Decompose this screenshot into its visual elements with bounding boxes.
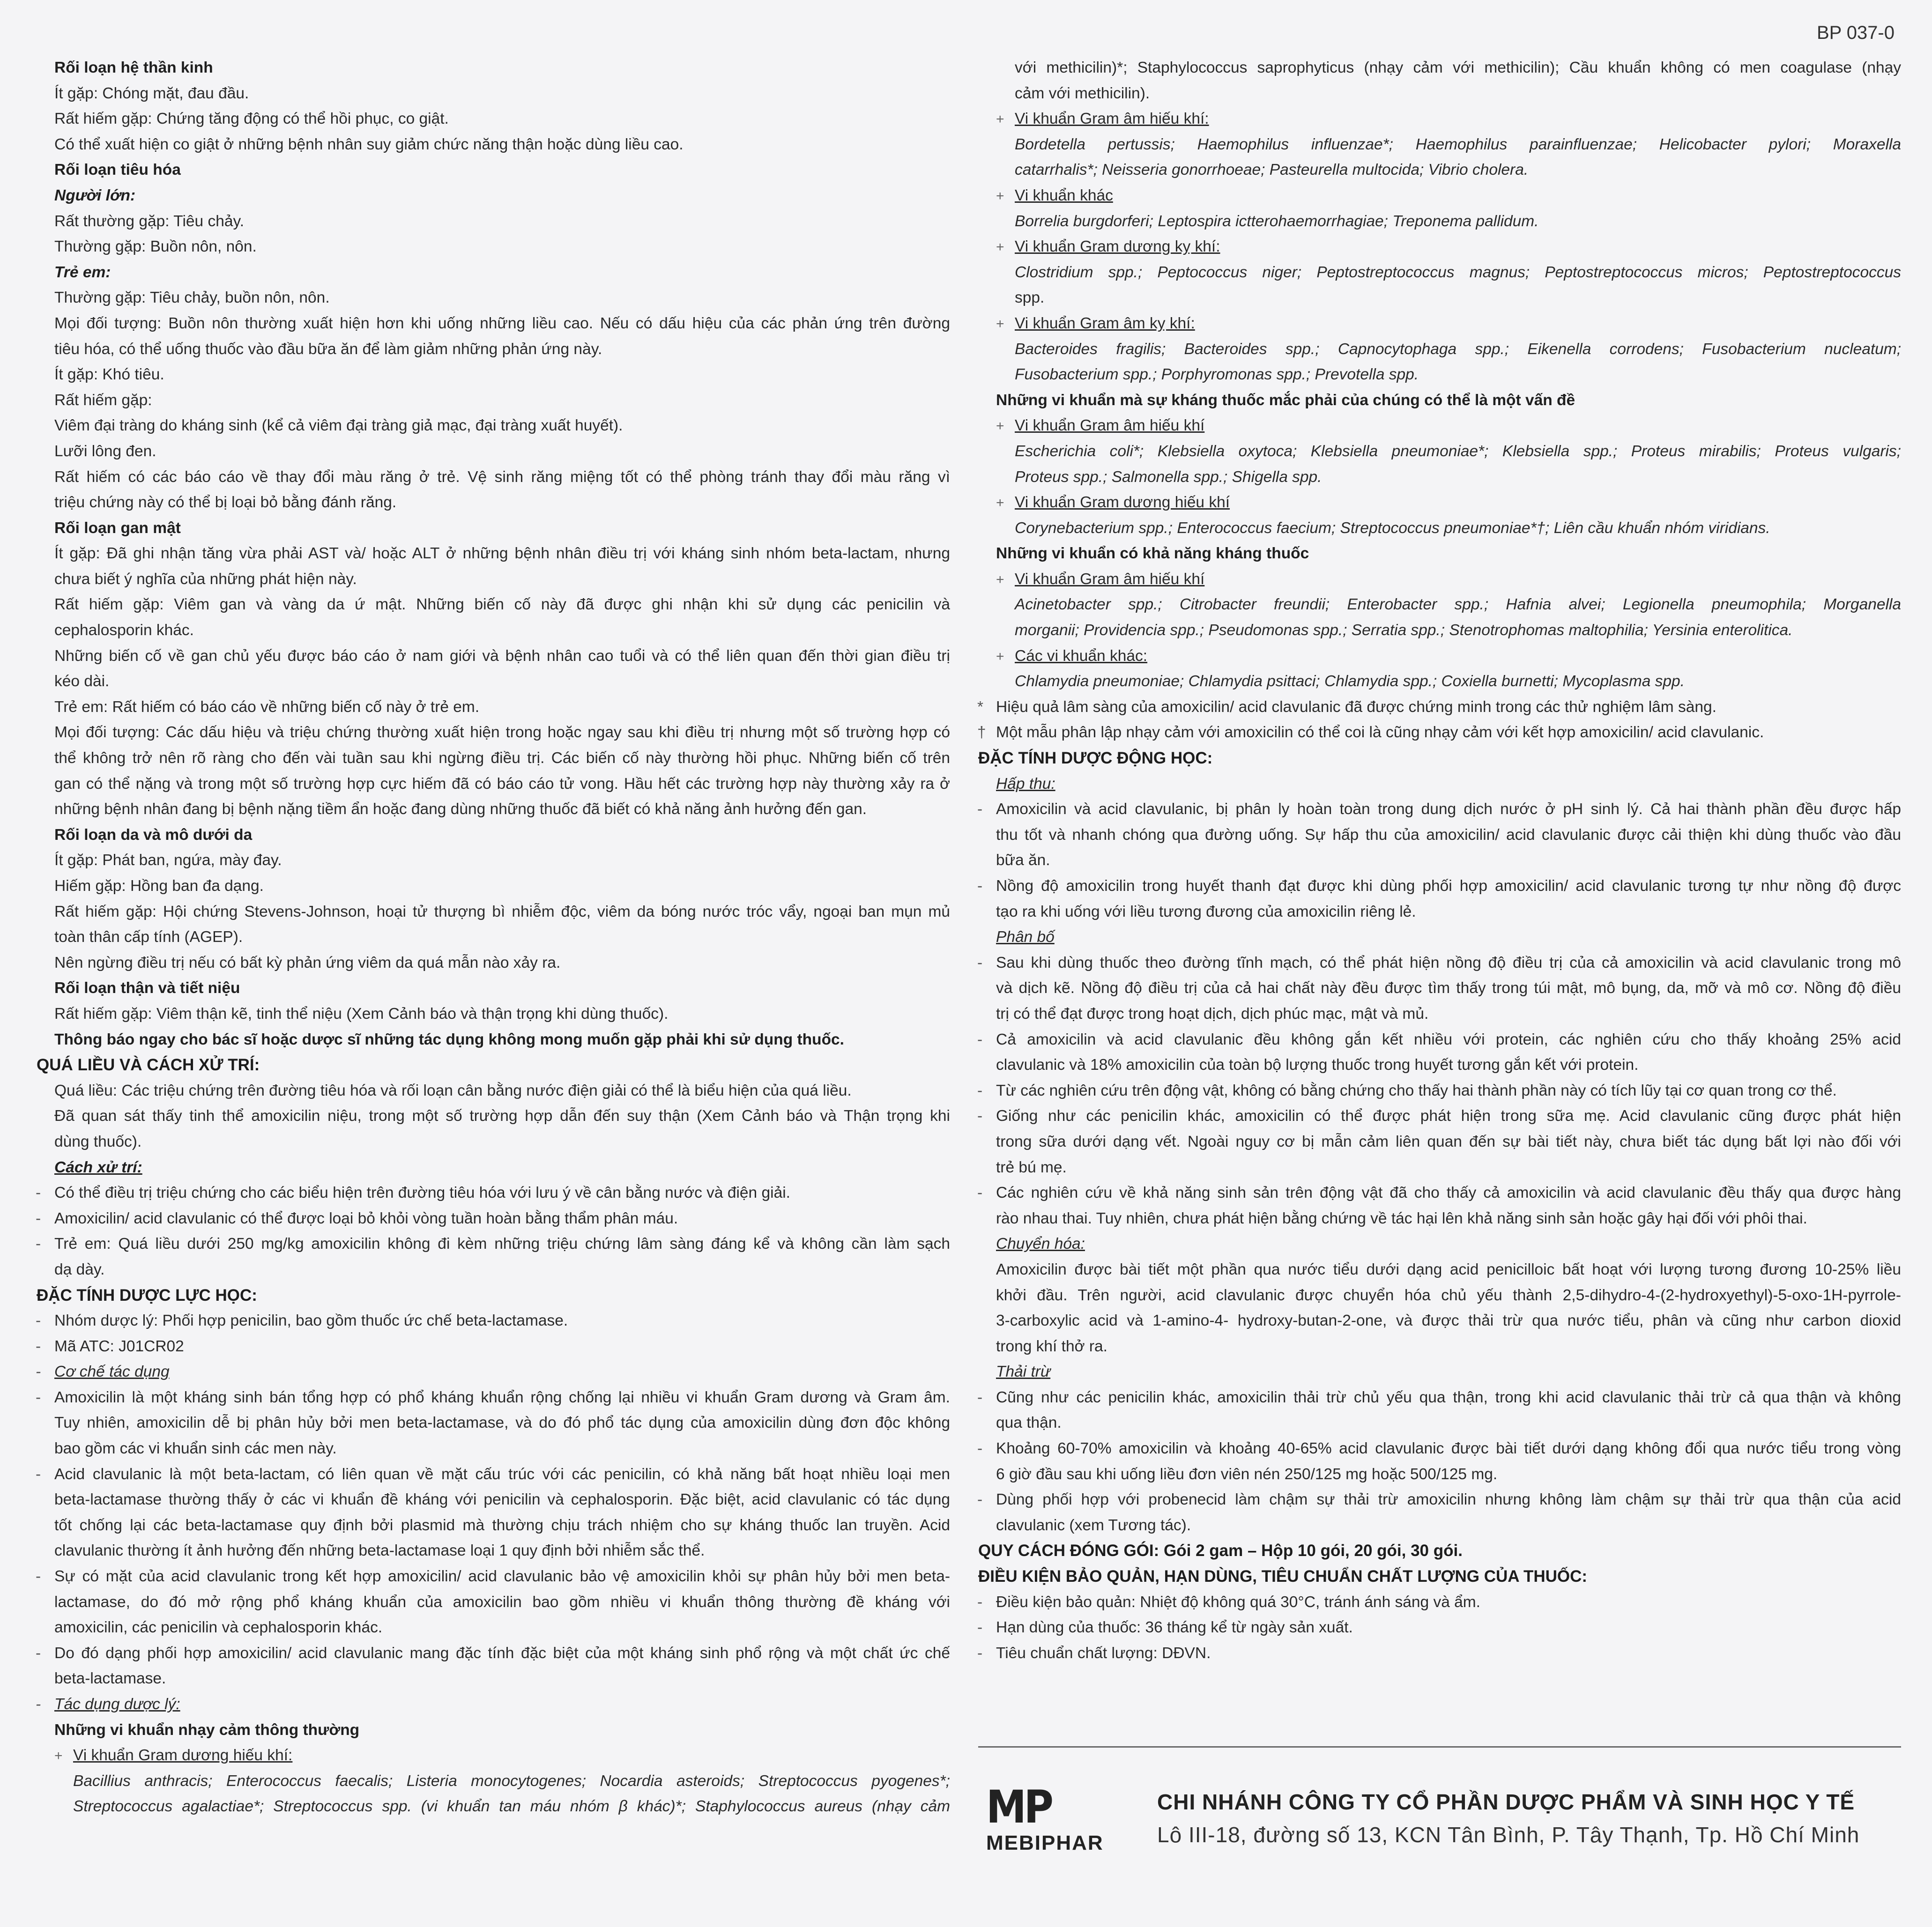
text-line: - Sau khi dùng thuốc theo đường tĩnh mạch, có thể phát hiện nồng độ điều trị của cả amoxicilin và acid clavulanic trong mô	[977, 954, 1901, 971]
left-column	[37, 55, 950, 1820]
text-line: + Vi khuẩn khác	[996, 186, 1113, 204]
text-line: - Amoxicilin và acid clavulanic, bị phân ly hoàn toàn trong dung dịch nước ở pH sinh lý. Cả hai thành phần đều được hấp	[977, 800, 1901, 818]
text-line: Trẻ em: Rất hiếm có báo cáo về những biến cố này ở trẻ em.	[54, 698, 480, 716]
text-line: Ít gặp: Khó tiêu.	[54, 366, 164, 384]
text-line: Chlamydia pneumoniae; Chlamydia psittaci; Chlamydia spp.; Coxiella burnetti; Mycoplasma spp.	[1015, 673, 1685, 690]
text-line: + Vi khuẩn Gram dương hiếu khí:	[54, 1747, 293, 1764]
text-line: Rối loạn thận và tiết niệu	[54, 979, 240, 997]
text-line: Ít gặp: Đã ghi nhận tăng vừa phải AST và/ hoặc ALT ở những bệnh nhân điều trị với kháng sinh nhóm beta-lactam, nhưng	[54, 545, 950, 563]
text-line: - Nồng độ amoxicilin trong huyết thanh đạt được khi dùng phối hợp amoxicilin/ acid clavulanic tương tự như nồng độ được	[977, 877, 1901, 895]
text-line: Có thể xuất hiện co giật ở những bệnh nhân suy giảm chức năng thận hoặc dùng liều cao.	[54, 135, 684, 153]
text-line: + Vi khuẩn Gram âm hiếu khí	[996, 417, 1205, 435]
text-line: Bacillius anthracis; Enterococcus faecalis; Listeria monocytogenes; Nocardia asteroids; Streptococcus pyogenes*;	[73, 1772, 950, 1790]
text-line: Nên ngừng điều trị nếu có bất kỳ phản ứng viêm da quá mẫn nào xảy ra.	[54, 954, 561, 971]
text-line: Rối loạn gan mật	[54, 519, 181, 537]
text-line: + Vi khuẩn Gram dương hiếu khí	[996, 494, 1230, 511]
text-line: Clostridium spp.; Peptococcus niger; Peptostreptococcus magnus; Peptostreptococcus micros; Peptostreptococcus	[1015, 263, 1901, 281]
text-line: + Vi khuẩn Gram âm kỵ khí:	[996, 314, 1195, 332]
text-line: catarrhalis*; Neisseria gonorrhoeae; Pasteurella multocida; Vibrio cholera.	[1015, 161, 1529, 179]
text-line: - Sự có mặt của acid clavulanic trong kết hợp amoxicilin/ acid clavulanic bảo vệ amoxicilin khỏi sự phân hủy bởi men beta-	[36, 1568, 950, 1586]
text-line: Những biến cố về gan chủ yếu được báo cáo ở nam giới và bệnh nhân cao tuổi và có thể liên quan đến thời gian điều trị	[54, 647, 950, 665]
text-line: - Amoxicilin là một kháng sinh bán tổng hợp có phổ kháng khuẩn rộng chống lại nhiều vi khuẩn Gram dương và Gram âm.	[36, 1388, 950, 1406]
text-line: Những vi khuẩn mà sự kháng thuốc mắc phải của chúng có thể là một vấn đề	[996, 391, 1575, 409]
text-line: clavulanic (xem Tương tác).	[996, 1516, 1191, 1534]
text-line: Quá liều: Các triệu chứng trên đường tiêu hóa và rối loạn cân bằng nước điện giải có thể là biểu hiện của quá liều.	[54, 1082, 852, 1099]
text-line: + Các vi khuẩn khác:	[996, 647, 1148, 665]
text-line: toàn thân cấp tính (AGEP).	[54, 928, 243, 946]
text-line: Phân bố	[996, 928, 1055, 946]
text-line: amoxicilin, các penicilin và cephalosporin khác.	[54, 1619, 383, 1637]
text-line: - Dùng phối hợp với probenecid làm chậm sự thải trừ amoxicilin nhưng không làm chậm sự thải trừ qua thận của acid	[977, 1491, 1901, 1509]
text-line: Escherichia coli*; Klebsiella oxytoca; Klebsiella pneumoniae*; Klebsiella spp.; Proteus mirabilis; Proteus vulgaris;	[1015, 442, 1901, 460]
text-line: và dịch kẽ. Nồng độ điều trị của cả hai chất này đều được tìm thấy trong túi mật, mô bụng, da, mỡ và mô cơ. Nồng độ điều	[996, 979, 1901, 997]
text-line: - Acid clavulanic là một beta-lactam, có liên quan về mặt cấu trúc với các penicilin, có khả năng bất hoạt nhiều loại men	[36, 1465, 950, 1483]
footer-divider	[978, 1746, 1901, 1748]
text-line: - Khoảng 60-70% amoxicilin và khoảng 40-65% acid clavulanic được bài tiết dưới dạng không đổi qua nước tiểu trong vòng	[977, 1440, 1901, 1458]
text-line: - Tiêu chuẩn chất lượng: DĐVN.	[977, 1644, 1211, 1662]
text-line: bao gồm các vi khuẩn sinh các men này.	[54, 1440, 337, 1458]
company-address: Lô III-18, đường số 13, KCN Tân Bình, P. Tây Thạnh, Tp. Hồ Chí Minh	[1157, 1823, 1860, 1847]
text-line: trẻ bú mẹ.	[996, 1158, 1067, 1176]
text-line: + Vi khuẩn Gram dương kỵ khí:	[996, 238, 1220, 256]
text-line: khởi đầu. Trên người, acid clavulanic được chuyển hóa chủ yếu thành 2,5-dihydro-4-(2-hydroxyethyl)-5-oxo-1H-pyrrole-	[996, 1286, 1901, 1304]
text-line: rào nhau thai. Tuy nhiên, chưa phát hiện bằng chứng về tác hại lên khả năng sinh sản hoặc gây hại đối với phôi thai.	[996, 1209, 1807, 1227]
text-line: - Giống như các penicilin khác, amoxicilin có thể được phát hiện trong sữa mẹ. Acid clavulanic cũng được phát hiện	[977, 1107, 1901, 1125]
text-line: những bệnh nhân đang bị bệnh nặng tiềm ẩn hoặc đang dùng những thuốc đã biết có khả năng ảnh hưởng đến gan.	[54, 800, 867, 818]
text-line: Tuy nhiên, amoxicilin dễ bị phân hủy bởi men beta-lactamase, và do đó phổ tác dụng của amoxicilin dùng đơn độc không	[54, 1414, 950, 1432]
company-name: CHI NHÁNH CÔNG TY CỔ PHẦN DƯỢC PHẨM VÀ SINH HỌC Y TẾ	[1157, 1790, 1855, 1814]
text-line: Thường gặp: Buồn nôn, nôn.	[54, 238, 257, 256]
text-line: - Tác dụng dược lý:	[36, 1696, 180, 1713]
text-line: Rất hiếm gặp:	[54, 391, 152, 409]
text-line: tiêu hóa, có thể uống thuốc vào đầu bữa ăn để làm giảm những phản ứng này.	[54, 340, 602, 358]
text-line: với methicilin)*; Staphylococcus saprophyticus (nhạy cảm với methicilin); Cầu khuẩn không có men coagulase (nhạy	[1015, 59, 1901, 76]
text-line: dùng thuốc).	[54, 1133, 142, 1150]
text-line: - Amoxicilin/ acid clavulanic có thể được loại bỏ khỏi vòng tuần hoàn bằng thẩm phân máu.	[36, 1209, 678, 1227]
text-line: Rất hiếm có các báo cáo về thay đổi màu răng ở trẻ. Vệ sinh răng miệng tốt có thể phòng tránh thay đổi màu răng vì	[54, 468, 950, 486]
text-line: kéo dài.	[54, 673, 110, 690]
text-line: - Cũng như các penicilin khác, amoxicilin thải trừ chủ yếu qua thận, trong khi acid clavulanic thải trừ cả qua thận và không	[977, 1388, 1901, 1406]
text-line: Thông báo ngay cho bác sĩ hoặc dược sĩ những tác dụng không mong muốn gặp phải khi sử dụng thuốc.	[54, 1030, 844, 1048]
text-line: Hấp thu:	[996, 775, 1055, 793]
text-line: Proteus spp.; Salmonella spp.; Shigella spp.	[1015, 468, 1322, 486]
text-line: + Vi khuẩn Gram âm hiếu khí:	[996, 110, 1209, 128]
text-line: - Nhóm dược lý: Phối hợp penicilin, bao gồm thuốc ức chế beta-lactamase.	[36, 1312, 568, 1330]
text-line: ĐẶC TÍNH DƯỢC LỰC HỌC:	[37, 1286, 257, 1304]
text-line: Rối loạn da và mô dưới da	[54, 826, 253, 844]
text-line: - Trẻ em: Quá liều dưới 250 mg/kg amoxicilin không đi kèm những triệu chứng lâm sàng đáng kể và không cần làm sạch	[36, 1235, 950, 1253]
text-line: QUÁ LIỀU VÀ CÁCH XỬ TRÍ:	[37, 1056, 260, 1075]
text-line: - Hạn dùng của thuốc: 36 tháng kể từ ngày sản xuất.	[977, 1619, 1353, 1637]
text-line: Fusobacterium spp.; Porphyromonas spp.; Prevotella spp.	[1015, 366, 1419, 384]
text-line: Viêm đại tràng do kháng sinh (kể cả viêm đại tràng giả mạc, đại tràng xuất huyết).	[54, 417, 623, 435]
text-line: tốt chống lại các beta-lactamase quy định bởi plasmid mà thường chịu trách nhiệm cho sự kháng thuốc lan truyền. Acid	[54, 1516, 950, 1534]
text-line: spp.	[1015, 289, 1045, 307]
text-line: Cách xử trí:	[54, 1158, 142, 1176]
right-column	[978, 55, 1901, 1666]
text-line: gan có thể nặng và trong một số trường hợp cực hiếm đã có báo cáo tử vong. Hầu hết các trường hợp này thường xảy ra ở	[54, 775, 950, 793]
text-line: * Hiệu quả lâm sàng của amoxicilin/ acid clavulanic đã được chứng minh trong các thử nghiệm lâm sàng.	[977, 698, 1717, 716]
text-line: Chuyển hóa:	[996, 1235, 1085, 1253]
text-line: Rất hiếm gặp: Chứng tăng động có thể hồi phục, co giật.	[54, 110, 449, 128]
logo-mark: MP	[986, 1781, 1051, 1833]
logo-text: MEBIPHAR	[986, 1831, 1104, 1854]
document-code: BP 037-0	[1816, 22, 1895, 43]
text-line: Mọi đối tượng: Các dấu hiệu và triệu chứng thường xuất hiện trong hoặc ngay sau khi điều trị nhưng một số trường hợp có	[54, 724, 950, 741]
text-line: qua thận.	[996, 1414, 1062, 1432]
text-line: Hiếm gặp: Hồng ban đa dạng.	[54, 877, 264, 895]
text-line: lactamase, do đó mở rộng phổ kháng khuẩn của amoxicilin bao gồm nhiều vi khuẩn thông thường đề kháng với	[54, 1593, 950, 1611]
text-line: - Từ các nghiên cứu trên động vật, không có bằng chứng cho thấy hai thành phần này có tích lũy tại cơ quan trong cơ thể.	[977, 1082, 1837, 1099]
text-line: Amoxicilin được bài tiết một phần qua nước tiểu dưới dạng acid penicilloic bất hoạt với lượng tương đương 10-25% liều	[996, 1260, 1901, 1278]
text-line: trong sữa dưới dạng vết. Ngoài nguy cơ bị mẫn cảm liên quan đến sự bài tiết này, chưa biết tác dụng bất lợi nào đối với	[996, 1133, 1901, 1150]
text-line: - Mã ATC: J01CR02	[36, 1337, 184, 1355]
text-line: Những vi khuẩn có khả năng kháng thuốc	[996, 545, 1309, 563]
text-line: Rất hiếm gặp: Hội chứng Stevens-Johnson, hoại tử thượng bì nhiễm độc, viêm da bóng nước tróc vẩy, ngoại ban mụn mủ	[54, 903, 950, 920]
text-line: 6 giờ đầu sau khi uống liều đơn viên nén 250/125 mg hoặc 500/125 mg.	[996, 1465, 1498, 1483]
text-line: thu tốt và nhanh chóng qua đường uống. Sự hấp thu của amoxicilin/ acid clavulanic được cải thiện khi dùng thuốc vào đầu	[996, 826, 1901, 844]
text-line: Bordetella pertussis; Haemophilus influenzae*; Haemophilus parainfluenzae; Helicobacter pylori; Moraxella	[1015, 135, 1901, 153]
text-line: Rối loạn tiêu hóa	[54, 161, 181, 179]
text-line: trong khí thở ra.	[996, 1337, 1107, 1355]
text-line: morganii; Providencia spp.; Pseudomonas spp.; Serratia spp.; Stenotrophomas maltophilia; Yersinia enterolitica.	[1015, 622, 1793, 639]
text-line: bữa ăn.	[996, 852, 1050, 869]
text-line: Rối loạn hệ thần kinh	[54, 59, 213, 76]
text-line: Ít gặp: Phát ban, ngứa, mày đay.	[54, 852, 282, 869]
text-line: Streptococcus agalactiae*; Streptococcus spp. (vi khuẩn tan máu nhóm β khác)*; Staphylococcus aureus (nhạy cảm	[73, 1798, 950, 1816]
text-line: chưa biết ý nghĩa của những phát hiện này.	[54, 570, 357, 588]
text-line: 3-carboxylic acid và 1-amino-4- hydroxy-butan-2-one, và được thải trừ qua nước tiểu, phân và cũng như carbon dioxid	[996, 1312, 1901, 1330]
text-line: Rất thường gặp: Tiêu chảy.	[54, 212, 245, 230]
text-line: Trẻ em:	[54, 263, 111, 281]
text-line: - Cơ chế tác dụng	[36, 1363, 170, 1381]
text-line: Thải trừ	[996, 1363, 1051, 1381]
text-line: ĐẶC TÍNH DƯỢC ĐỘNG HỌC:	[978, 749, 1213, 768]
text-line: Rất hiếm gặp: Viêm gan và vàng da ứ mật. Những biến cố này đã được ghi nhận khi sử dụng các penicilin và	[54, 596, 950, 614]
text-line: QUY CÁCH ĐÓNG GÓI: Gói 2 gam – Hộp 10 gói, 20 gói, 30 gói.	[978, 1542, 1463, 1560]
company-logo	[986, 1781, 1141, 1855]
text-line: Ít gặp: Chóng mặt, đau đầu.	[54, 84, 249, 102]
text-line: + Vi khuẩn Gram âm hiếu khí	[996, 570, 1205, 588]
text-line: Thường gặp: Tiêu chảy, buồn nôn, nôn.	[54, 289, 330, 307]
text-line: Người lớn:	[54, 186, 136, 204]
text-line: dạ dày.	[54, 1260, 105, 1278]
text-line: cephalosporin khác.	[54, 622, 194, 639]
text-line: - Do đó dạng phối hợp amoxicilin/ acid clavulanic mang đặc tính đặc biệt của một kháng sinh phổ rộng và một chất ức chế	[36, 1644, 950, 1662]
text-line: Acinetobacter spp.; Citrobacter freundii; Enterobacter spp.; Hafnia alvei; Legionella pneumophila; Morganella	[1015, 596, 1901, 614]
text-line: - Cả amoxicilin và acid clavulanic đều không gắn kết nhiều với protein, các nghiên cứu cho thấy khoảng 25% acid	[977, 1030, 1901, 1048]
text-line: Bacteroides fragilis; Bacteroides spp.; Capnocytophaga spp.; Eikenella corrodens; Fusobacterium nucleatum;	[1015, 340, 1901, 358]
text-line: thể không trở nên rõ ràng cho đến vài tuần sau khi ngừng điều trị. Các biến cố này thường hồi phục. Những biến cố trên	[54, 749, 950, 767]
text-line: Mọi đối tượng: Buồn nôn thường xuất hiện hơn khi uống những liều cao. Nếu có dấu hiệu của các phản ứng trên đường	[54, 314, 950, 332]
text-line: tạo ra khi uống với liều tương đương của amoxicilin riêng lẻ.	[996, 903, 1416, 920]
text-line: Rất hiếm gặp: Viêm thận kẽ, tinh thể niệu (Xem Cảnh báo và thận trọng khi dùng thuốc).	[54, 1005, 669, 1023]
text-line: beta-lactamase.	[54, 1670, 166, 1688]
text-line: ĐIỀU KIỆN BẢO QUẢN, HẠN DÙNG, TIÊU CHUẨN CHẤT LƯỢNG CỦA THUỐC:	[978, 1567, 1588, 1586]
text-line: cảm với methicilin).	[1015, 84, 1150, 102]
text-line: - Có thể điều trị triệu chứng cho các biểu hiện trên đường tiêu hóa với lưu ý về cân bằng nước và điện giải.	[36, 1184, 790, 1202]
text-line: Những vi khuẩn nhạy cảm thông thường	[54, 1721, 360, 1739]
text-line: Corynebacterium spp.; Enterococcus faecium; Streptococcus pneumoniae*†; Liên cầu khuẩn nhóm viridians.	[1015, 519, 1770, 537]
text-line: clavulanic và 18% amoxicilin của toàn bộ lượng thuốc trong huyết tương gắn kết với protein.	[996, 1056, 1639, 1074]
text-line: clavulanic thường ít ảnh hưởng đến những beta-lactamase loại 1 quy định bởi nhiễm sắc thể.	[54, 1542, 705, 1560]
text-line: trị có thể đạt được trong hoạt dịch, dịch phúc mạc, mật và mủ.	[996, 1005, 1429, 1023]
text-line: - Điều kiện bảo quản: Nhiệt độ không quá 30°C, tránh ánh sáng và ẩm.	[977, 1593, 1480, 1611]
text-line: triệu chứng này có thể bị loại bỏ bằng đánh răng.	[54, 494, 397, 511]
text-line: beta-lactamase thường thấy ở các vi khuẩn đề kháng với penicilin và cephalosporin. Đặc biệt, acid clavulanic có tác dụng	[54, 1491, 950, 1509]
text-line: † Một mẫu phân lập nhạy cảm với amoxicilin có thể coi là cũng nhạy cảm với kết hợp amoxicilin/ acid clavulanic.	[977, 724, 1764, 741]
text-line: Lưỡi lông đen.	[54, 442, 156, 460]
text-line: Đã quan sát thấy tinh thể amoxicilin niệu, trong một số trường hợp dẫn đến suy thận (Xem Cảnh báo và Thận trọng khi	[54, 1107, 950, 1125]
text-line: Borrelia burgdorferi; Leptospira ictterohaemorrhagiae; Treponema pallidum.	[1015, 212, 1539, 230]
text-line: - Các nghiên cứu về khả năng sinh sản trên động vật đã cho thấy cả amoxicilin và acid clavulanic đều thấy qua được hàng	[977, 1184, 1901, 1202]
